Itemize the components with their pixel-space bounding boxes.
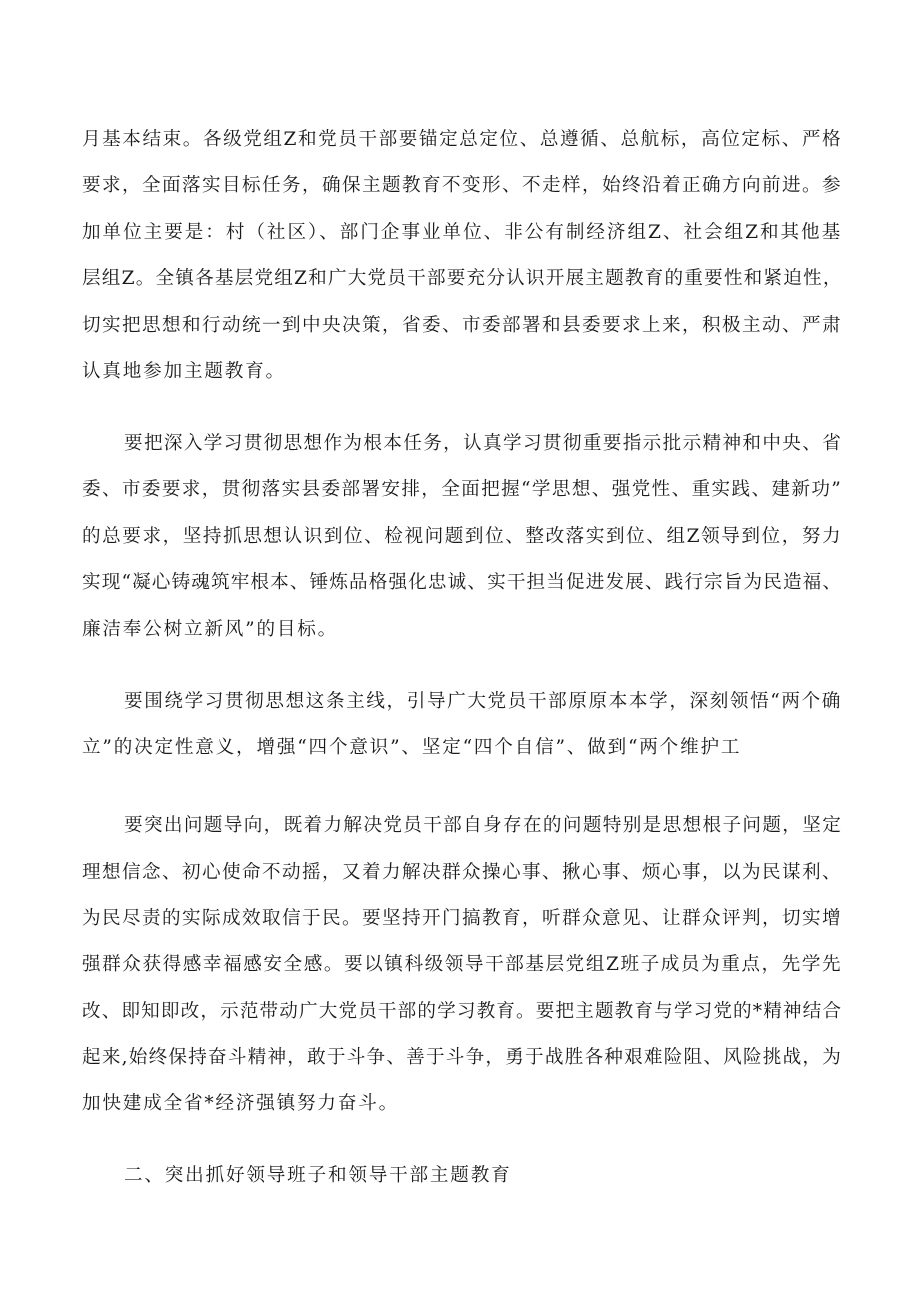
text-line: 廉洁奉公树立新风”的目标。 (82, 619, 339, 640)
text-line: 改、即知即改，示范带动广大党员干部的学习教育。要把主题教育与学习党的*精神结合 (82, 1001, 842, 1022)
text-line: 强群众获得感幸福感安全感。要以镇科级领导干部基层党组Z班子成员为重点，先学先 (82, 954, 842, 975)
text-line: 要把深入学习贯彻思想作为根本任务，认真学习贯彻重要指示批示精神和中央、省 (124, 433, 842, 454)
text-line: 理想信念、初心使命不动摇，又着力解决群众操心事、揪心事、烦心事，以为民谋利、 (82, 862, 842, 883)
text-line: 加快建成全省*经济强镇努力奋斗。 (82, 1093, 400, 1114)
text-line: 起来,始终保持奋斗精神，敢于斗争、善于斗争，勇于战胜各种艰难险阻、风险挑战，为 (82, 1047, 842, 1068)
text-line: 认真地参加主题教育。 (82, 361, 286, 382)
heading-line: 二、突出抓好领导班子和领导干部主题教育 (124, 1165, 512, 1186)
text-line: 的总要求，坚持抓思想认识到位、检视问题到位、整改落实到位、组Z领导到位，努力 (82, 526, 842, 547)
text-line: 委、市委要求，贯彻落实县委部署安排，全面把握“学思想、强党性、重实践、建新功” (82, 479, 842, 500)
text-line: 加单位主要是：村（社区）、部门企事业单位、非公有制经济组Z、社会组Z和其他基 (82, 222, 842, 243)
text-line: 为民尽责的实际成效取信于民。要坚持开门搞教育，听群众意见、让群众评判，切实增 (82, 908, 842, 929)
text-line: 层组Z。全镇各基层党组Z和广大党员干部要充分认识开展主题教育的重要性和紧迫性， (82, 268, 843, 289)
text-line: 切实把思想和行动统一到中央决策，省委、市委部署和县委要求上来，积极主动、严肃 (82, 315, 842, 336)
text-line: 要突出问题导向，既着力解决党员干部自身存在的问题特别是思想根子问题，坚定 (124, 815, 842, 836)
text-line: 要围绕学习贯彻思想这条主线，引导广大党员干部原原本本学，深刻领悟“两个确 (124, 691, 842, 712)
text-line: 月基本结束。各级党组Z和党员干部要锚定总定位、总遵循、总航标，高位定标、严格 (82, 129, 842, 150)
text-line: 立”的决定性意义，增强“四个意识”、坚定“四个自信”、做到“两个维护工 (82, 737, 742, 758)
text-line: 要求，全面落实目标任务，确保主题教育不变形、不走样，始终沿着正确方向前进。参 (82, 175, 842, 196)
text-line: 实现“凝心铸魂筑牢根本、锤炼品格强化忠诚、实干担当促进发展、践行宗旨为民造福、 (82, 572, 842, 593)
